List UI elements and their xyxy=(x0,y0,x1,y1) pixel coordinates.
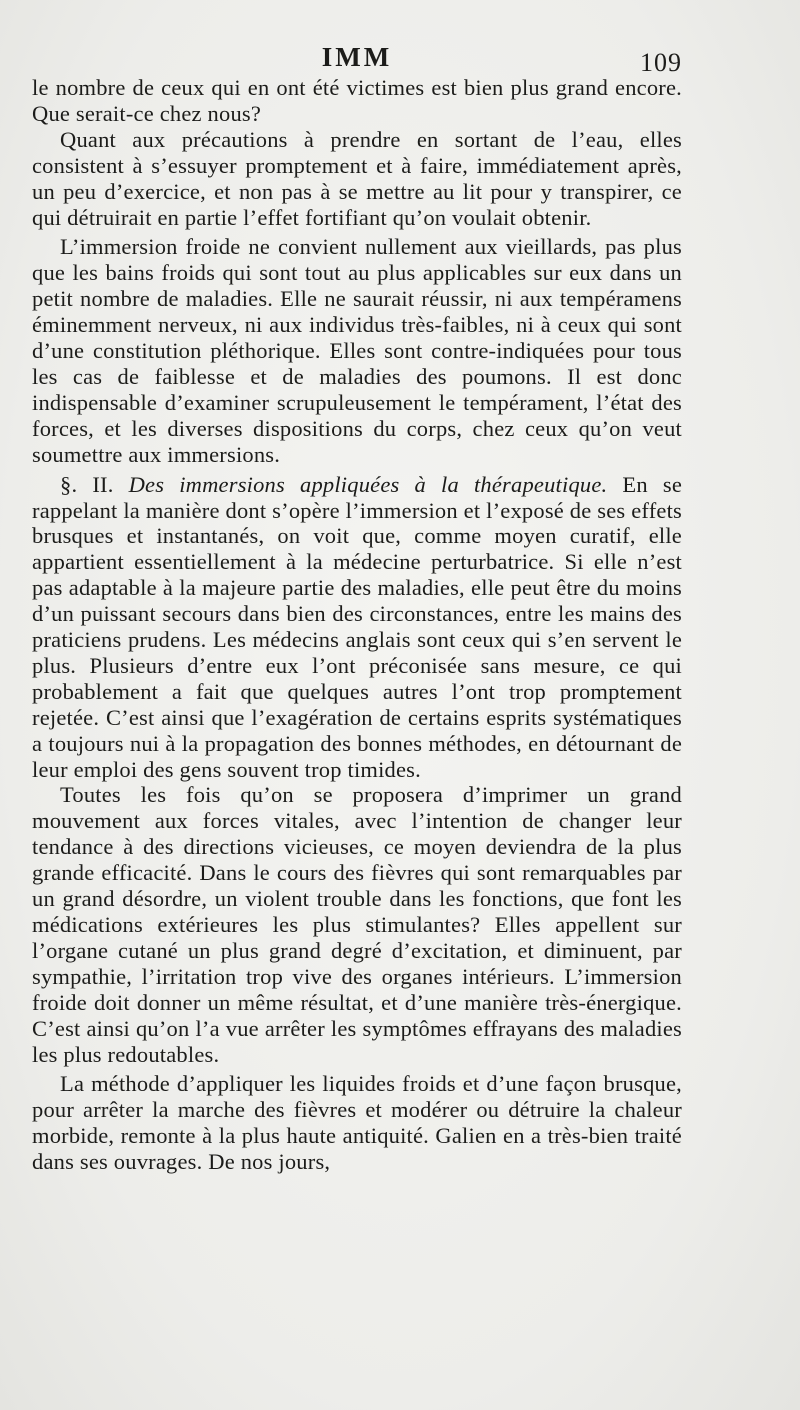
paragraph-4-text: En se rappelant la manière dont s’opère l’immersion et l’exposé de ses effets brusques et instantanés, on voit que, comme moyen curatif, elle appartient essentiellement à la médecine perturbatrice. Si elle n’est pas adaptable à la majeure partie des maladies, elle peut être du moins d’un puissant secours dans bien des circonstances, entre les mains des praticiens prudens. Les médecins anglais sont ceux qui s’en servent le plus. Plusieurs d’entre eux l’ont préconisée sans mesure, ce qui probablement a fait que quelques autres l’ont trop promptement rejetée. C’est ainsi que l’exagération de certains esprits systématiques a toujours nui à la propagation des bonnes méthodes, en détournant de leur emploi des gens souvent trop timides. xyxy=(32,471,683,782)
running-head: IMM xyxy=(321,42,393,72)
section-title: Des immersions appliquées à la thérapeutique. xyxy=(128,471,608,497)
body-text xyxy=(32,75,682,1175)
section-mark: §. II. xyxy=(60,471,114,497)
paragraph-1: le nombre de ceux qui en ont été victimes est bien plus grand encore. Que serait-ce chez nous? xyxy=(32,75,682,126)
paragraph-6: La méthode d’appliquer les liquides froids et d’une façon brusque, pour arrêter la marche des fièvres et modérer ou détruire la chaleur morbide, remonte à la plus haute antiquité. Galien en a très-bien traité dans ses ouvrages. De nos jours, xyxy=(32,1071,682,1175)
paragraph-2: Quant aux précautions à prendre en sortant de l’eau, elles consistent à s’essuyer promptement et à faire, immédiatement après, un peu d’exercice, et non pas à se mettre au lit pour y transpirer, ce qui détruirait en partie l’effet fortifiant qu’on voulait obtenir. xyxy=(32,126,682,230)
page-header xyxy=(32,40,682,80)
paragraph-3: L’immersion froide ne convient nullement aux vieillards, pas plus que les bains froids qui sont tout au plus applicables sur eux dans un petit nombre de maladies. Elle ne saurait réussir, ni aux tempéramens éminemment nerveux, ni aux individus très-faibles, ni à ceux qui sont d’une constitution pléthorique. Elles sont contre-indiquées pour tous les cas de faiblesse et de maladies des poumons. Il est donc indispensable d’examiner scrupuleusement le tempérament, l’état des forces, et les diverses dispositions du corps, chez ceux qu’on veut soumettre aux immersions. xyxy=(32,234,682,467)
paragraph-5: Toutes les fois qu’on se proposera d’imprimer un grand mouvement aux forces vitales, avec l’intention de changer leur tendance à des directions vicieuses, ce moyen deviendra de la plus grande efficacité. Dans le cours des fièvres qui sont remarquables par un grand désordre, un violent trouble dans les fonctions, que font les médications extérieures les plus stimulantes? Elles appellent sur l’organe cutané un plus grand degré d’excitation, et diminuent, par sympathie, l’irritation trop vive des organes intérieurs. L’immersion froide doit donner un même résultat, et d’une manière très-énergique. C’est ainsi qu’on l’a vue arrêter les symptômes effrayans des maladies les plus redoutables. xyxy=(32,782,682,1067)
page-number: 109 xyxy=(640,48,682,77)
paragraph-4 xyxy=(32,472,682,783)
